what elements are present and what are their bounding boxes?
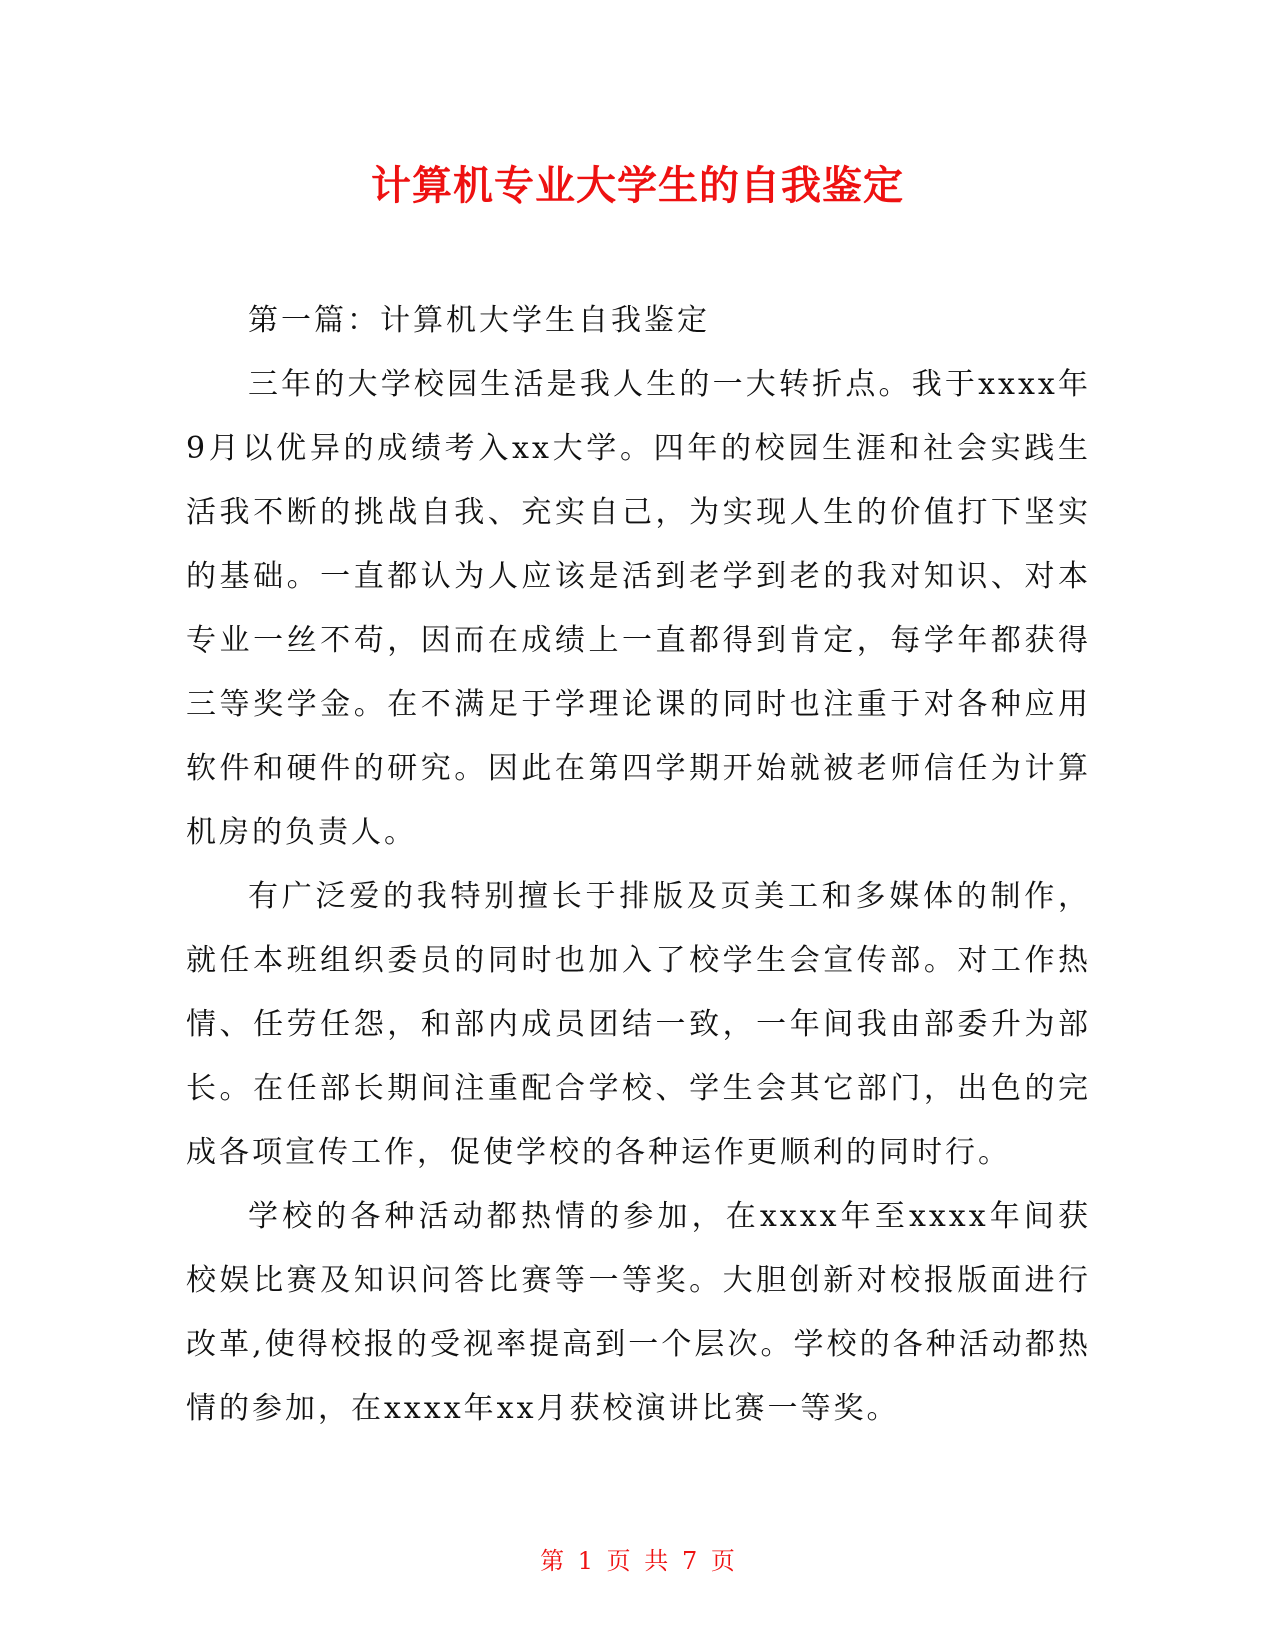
document-title: 计算机专业大学生的自我鉴定 xyxy=(371,163,904,209)
paragraph: 学校的各种活动都热情的参加，在xxxx年至xxxx年间获校娱比赛及知识问答比赛等一等奖。大胆创新对校报版面进行改革,使得校报的受视率提高到一个层次。学校的各种活动都热情的参加，在xxxx年xx月获校演讲比赛一等奖。 xyxy=(186,1199,1091,1426)
page-number-footer: 第 1 页 共 7 页 xyxy=(540,1547,735,1575)
section-heading: 第一篇：计算机大学生自我鉴定 xyxy=(248,303,710,338)
paragraph: 有广泛爱的我特别擅长于排版及页美工和多媒体的制作，就任本班组织委员的同时也加入了校学生会宣传部。对工作热情、任劳任怨，和部内成员团结一致，一年间我由部委升为部长。在任部长期间注重配合学校、学生会其它部门，出色的完成各项宣传工作，促使学校的各种运作更顺利的同时行。 xyxy=(186,879,1091,1170)
document-body xyxy=(186,289,1091,1441)
paragraph: 三年的大学校园生活是我人生的一大转折点。我于xxxx年9月以优异的成绩考入xx大学。四年的校园生涯和社会实践生活我不断的挑战自我、充实自己，为实现人生的价值打下坚实的基础。一直都认为人应该是活到老学到老的我对知识、对本专业一丝不苟，因而在成绩上一直都得到肯定，每学年都获得三等奖学金。在不满足于学理论课的同时也注重于对各种应用软件和硬件的研究。因此在第四学期开始就被老师信任为计算机房的负责人。 xyxy=(186,367,1091,850)
